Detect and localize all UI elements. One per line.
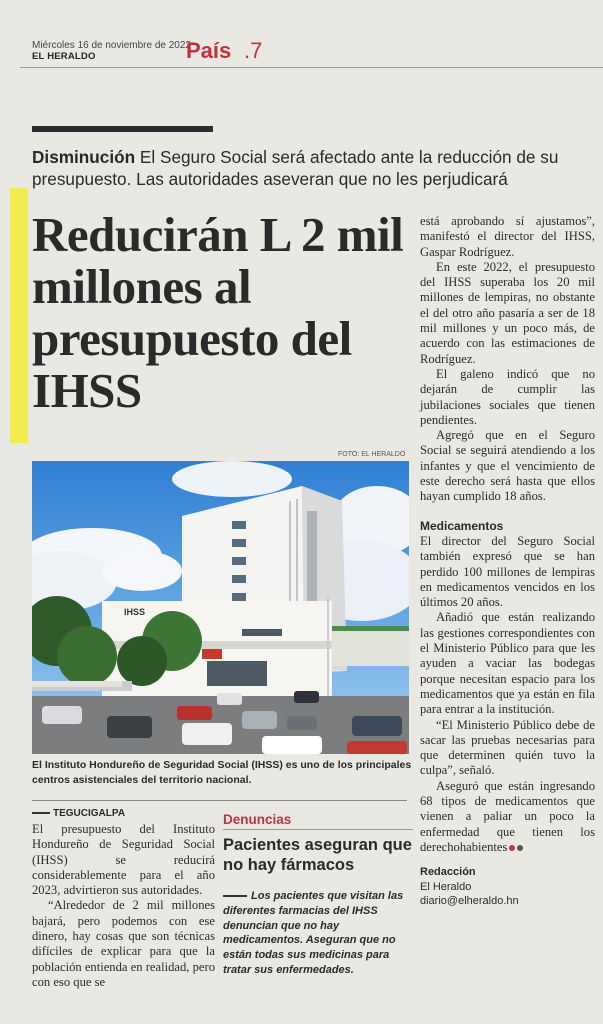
paragraph: El galeno indicó que no dejarán de cumplir las jubilaciones sociales que tienen pendientes. (420, 366, 595, 427)
building-sign: IHSS (124, 607, 146, 617)
photo-credit: FOTO: EL HERALDO (338, 451, 406, 458)
deck (32, 146, 592, 190)
dateline-text: TEGUCIGALPA (53, 808, 126, 819)
paragraph (420, 779, 595, 855)
byline-email: diario@elheraldo.hn (420, 895, 519, 908)
end-dot-red (509, 845, 515, 851)
deck-bar (32, 126, 213, 132)
section-title: País (186, 38, 232, 63)
sidebar-title: Pacientes aseguran que no hay fármacos (223, 836, 412, 874)
photo-caption: El Instituto Hondureño de Seguridad Social (IHSS) es uno de los principales centros asistenciales del territorio nacional. (32, 759, 412, 786)
deck-kicker: Disminución (32, 147, 136, 167)
paragraph: está aprobando sí ajustamos”, manifestó el director del IHSS, Gaspar Rodríguez. (420, 214, 595, 259)
article-column-1 (32, 822, 215, 990)
sidebar-divider (223, 829, 413, 830)
caption-divider (32, 800, 407, 801)
sidebar-text (223, 889, 413, 978)
paragraph: En este 2022, el presupuesto del IHSS superaba los 20 mil millones de lempiras, no obstante el del otro año pasaría a ser de 18 mil millones y un poco más, de acuerdo con las estimaciones de Rodríguez. (420, 259, 595, 366)
newspaper-name: EL HERALDO (32, 51, 96, 62)
deck-text: El Seguro Social será afectado ante la reducción de su presupuesto. Las autoridades aseveran que no les perjudicará (32, 147, 559, 189)
end-dot-gray (517, 845, 523, 851)
paragraph: El director del Seguro Social también expresó que se han perdido 100 millones de lempiras en medicamentos vencidos en los últimos 20 años. (420, 533, 595, 610)
article-column-3 (420, 214, 595, 909)
sidebar-kicker: Denuncias (223, 812, 292, 827)
paragraph: “Alrededor de 2 mil millones bajará, pero podemos con ese dinero, hay cosas que son técnicas difíciles de explicar para que la población entienda en realidad, pero con eso que se (32, 898, 215, 989)
sidebar-text-content: Los pacientes que visitan las diferentes farmacias del IHSS denuncian que no hay medicamentos. Aseguran que no están todas sus medicinas para tratar sus enfermedades. (223, 890, 404, 976)
highlighter-mark (10, 188, 28, 443)
dateline-dash (32, 812, 50, 814)
paragraph: Añadió que están realizando las gestiones correspondientes con el Ministerio Público para que les ayuden a vaciar las bodegas porque necesitan espacio para los medicamentos que ya están en fila para entrar a la institución. (420, 610, 595, 717)
byline-paper: El Heraldo (420, 880, 472, 893)
byline-label: Redacción (420, 866, 476, 879)
paragraph: El presupuesto del Instituto Hondureño de Seguridad Social (IHSS) se reducirá considerablemente para el año 2023, advirtieron sus autoridades. (32, 822, 215, 898)
paragraph: “El Ministerio Público debe de sacar las pruebas necesarias para que determinen quién tuvo la culpa”, señaló. (420, 717, 595, 778)
end-mark (507, 840, 523, 854)
sidebar-dash (223, 895, 247, 897)
hospital-photo (32, 461, 409, 754)
headline: Reducirán L 2 mil millones al presupuesto del IHSS (32, 207, 404, 418)
byline (420, 865, 595, 909)
page-number: .7 (244, 38, 263, 63)
paragraph-text: Aseguró que están ingresando 68 tipos de medicamentos que vienen a paliar un poco la enfermedad que tienen los derechohabientes (420, 778, 595, 854)
dateline (32, 808, 125, 819)
subheading: Medicamentos (420, 518, 504, 533)
publication-date: Miércoles 16 de noviembre de 2022 (32, 40, 191, 51)
paragraph: Agregó que en el Seguro Social se seguirá atendiendo a los infantes y que el vencimiento de este derecho será hasta que ellos hayan cumplido 18 años. (420, 428, 595, 504)
sidebar-box (223, 812, 413, 978)
header-divider (20, 67, 603, 68)
